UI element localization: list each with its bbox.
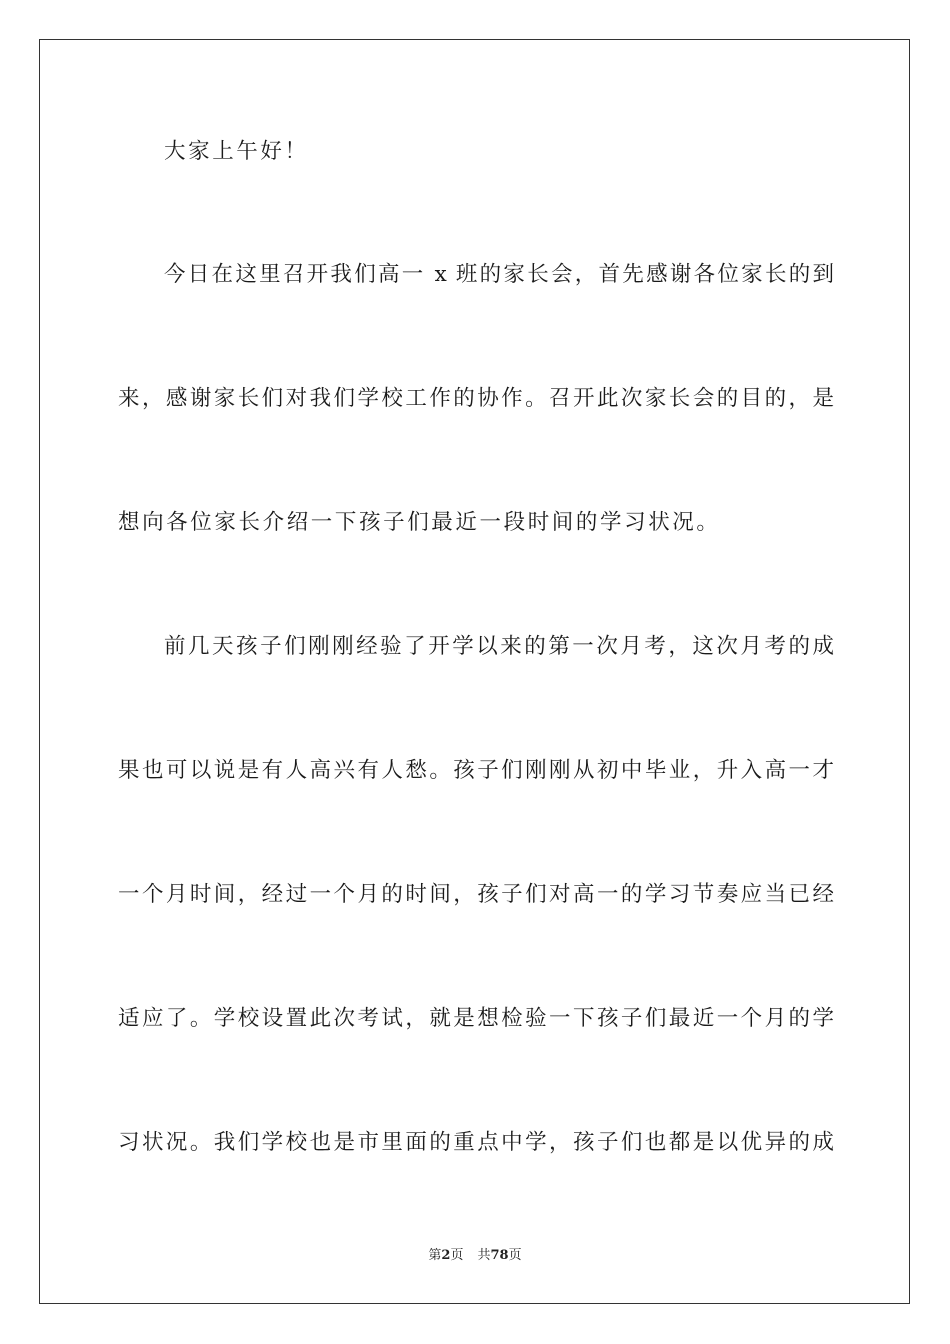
footer-total-suffix: 页 [508, 1248, 522, 1263]
text-line-paragraph-2-line-2: 果也可以说是有人高兴有人愁。孩子们刚刚从初中毕业，升入高一才 [118, 758, 834, 783]
text-line-paragraph-2-line-3: 一个月时间，经过一个月的时间，孩子们对高一的学习节奏应当已经 [118, 882, 834, 907]
text-line-paragraph-1-line-3: 想向各位家长介绍一下孩子们最近一段时间的学习状况。 [118, 510, 721, 535]
text-line-paragraph-2-line-4: 适应了。学校设置此次考试，就是想检验一下孩子们最近一个月的学 [118, 1006, 834, 1031]
page-footer [0, 1246, 950, 1266]
text-line-greeting: 大家上午好！ [164, 139, 309, 164]
text-line-paragraph-2-line-1: 前几天孩子们刚刚经验了开学以来的第一次月考，这次月考的成 [164, 634, 834, 659]
page-border [39, 39, 910, 1304]
footer-total-pages: 78 [490, 1248, 509, 1263]
footer-page-number: 2 [441, 1248, 451, 1263]
footer-page-prefix: 第 [428, 1248, 442, 1263]
text-line-paragraph-1-line-2: 来，感谢家长们对我们学校工作的协作。召开此次家长会的目的，是 [118, 386, 834, 411]
footer-total-prefix: 共 [477, 1248, 491, 1263]
text-line-paragraph-2-line-5: 习状况。我们学校也是市里面的重点中学，孩子们也都是以优异的成 [118, 1130, 834, 1155]
text-line-paragraph-1-line-1: 今日在这里召开我们高一 x 班的家长会，首先感谢各位家长的到 [164, 262, 834, 287]
footer-page-suffix: 页 [450, 1248, 464, 1263]
